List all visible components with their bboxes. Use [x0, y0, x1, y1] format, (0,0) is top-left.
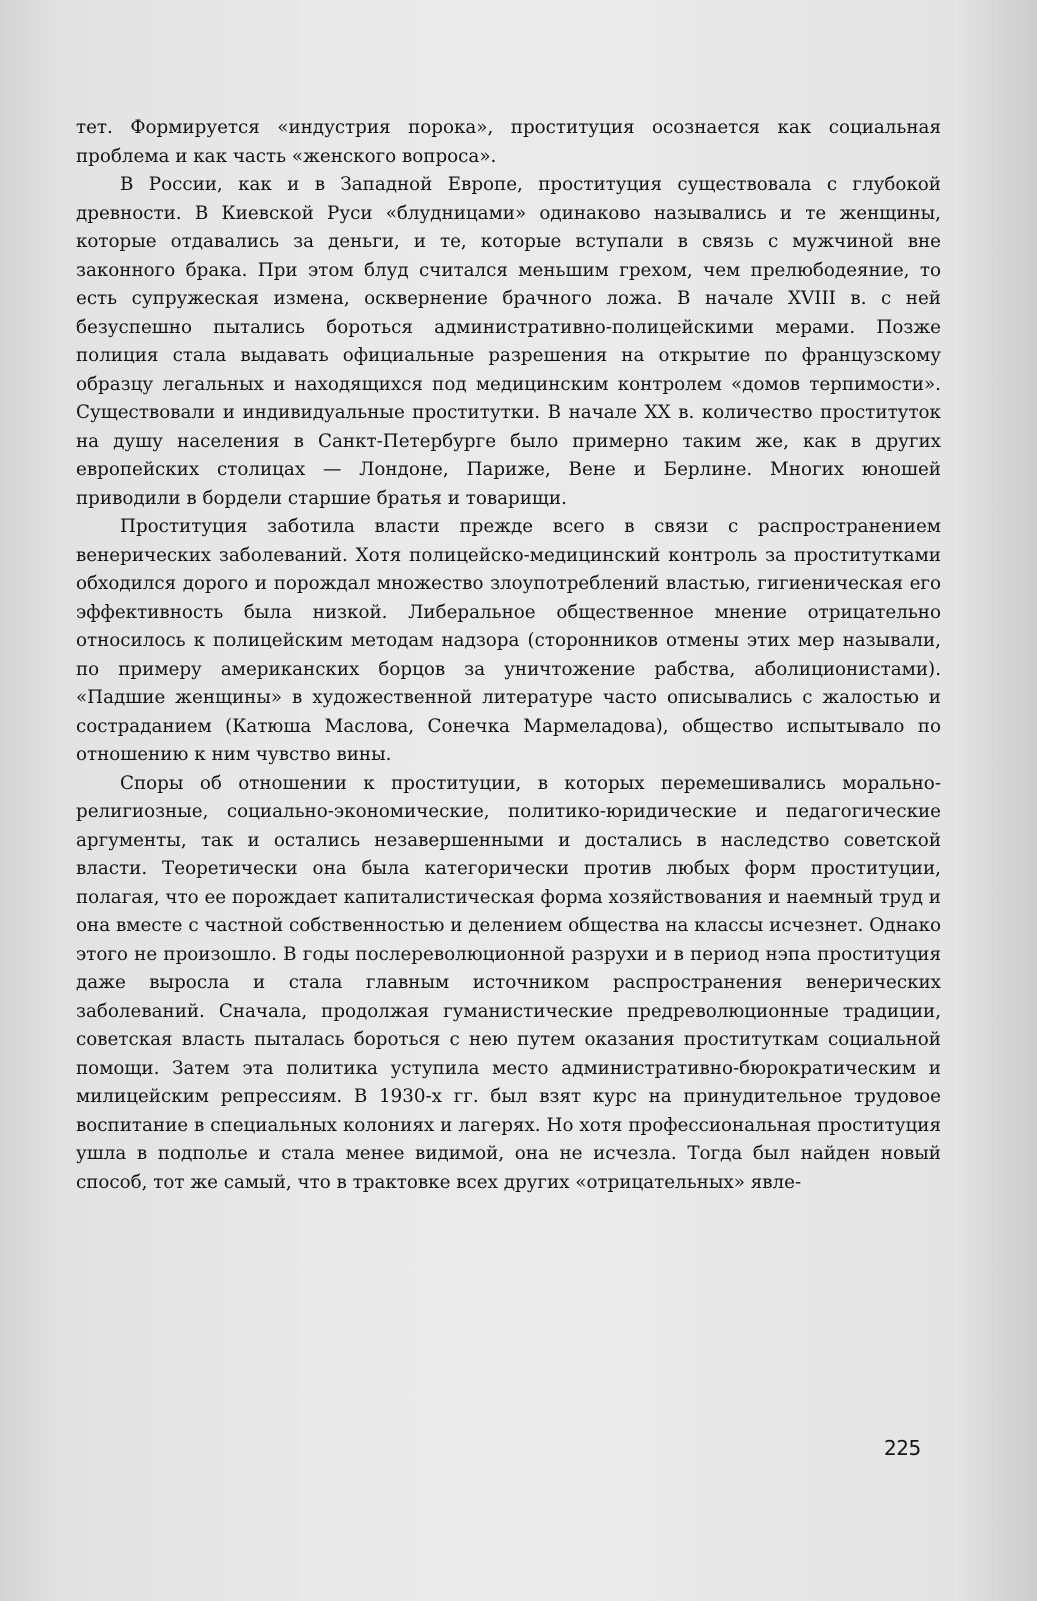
paragraph-venereal-control: Проституция заботила власти прежде всего в связи с распространением венерических заболеваний. Хотя полицейско-медицинский контроль за проститутками обходился дорого и порождал множество злоупотреблений властью, гигиеническая его эффективность была низкой. Либеральное общественное мнение отрицательно относилось к полицейским методам надзора (сторонников отмены этих мер называли, по примеру американских борцов за уничтожение рабства, аболиционистами). «Падшие женщины» в художественной литературе часто описывались с жалостью и состраданием (Катюша Маслова, Сонечка Мармеладова), общество испытывало по отношению к ним чувство вины.	[76, 516, 941, 765]
paragraph-soviet-policy: Споры об отношении к проституции, в которых перемешивались морально-религиозные, социально-экономические, политико-юридические и педагогические аргументы, так и остались незавершенными и достались в наследство советской власти. Теоретически она была категорически против любых форм проституции, полагая, что ее порождает капиталистическая форма хозяйствования и наемный труд и она вместе с частной собственностью и делением общества на классы исчезнет. Однако этого не произошло. В годы послереволюционной разрухи и в период нэпа проституция даже выросла и стала главным источником распространения венерических заболеваний. Сначала, продолжая гуманистические предреволюционные традиции, советская власть пыталась бороться с нею путем оказания проституткам социальной помощи. Затем эта политика уступила место административно-бюрократическим и милицейским репрессиям. В 1930-х гг. был взят курс на принудительное трудовое воспитание в специальных колониях и лагерях. Но хотя профессиональная проституция ушла в подполье и стала менее видимой, она не исчезла. Тогда был найден новый способ, тот же самый, что в трактовке всех других «отрицательных» явле-	[76, 772, 941, 1193]
body-text	[76, 114, 941, 1197]
paragraph-russia-history: В России, как и в Западной Европе, проституция существовала с глубокой древности. В Киевской Руси «блудницами» одинаково назывались и те женщины, которые отдавались за деньги, и те, которые вступали в связь с мужчиной вне законного брака. При этом блуд считался меньшим грехом, чем прелюбодеяние, то есть супружеская измена, осквернение брачного ложа. В начале XVIII в. с ней безуспешно пытались бороться административно-полицейскими мерами. Позже полиция стала выдавать официальные разрешения на открытие по французскому образцу легальных и находящихся под медицинским контролем «домов терпимости». Существовали и индивидуальные проститутки. В начале XX в. количество проституток на душу населения в Санкт-Петербурге было примерно таким же, как в других европейских столицах — Лондоне, Париже, Вене и Берлине. Многих юношей приводили в бордели старшие братья и товарищи.	[76, 174, 941, 509]
page-number: 225	[884, 1436, 921, 1460]
paragraph-continuation: тет. Формируется «индустрия порока», проституция осознается как социальная проблема и как часть «женского вопроса».	[76, 117, 941, 167]
